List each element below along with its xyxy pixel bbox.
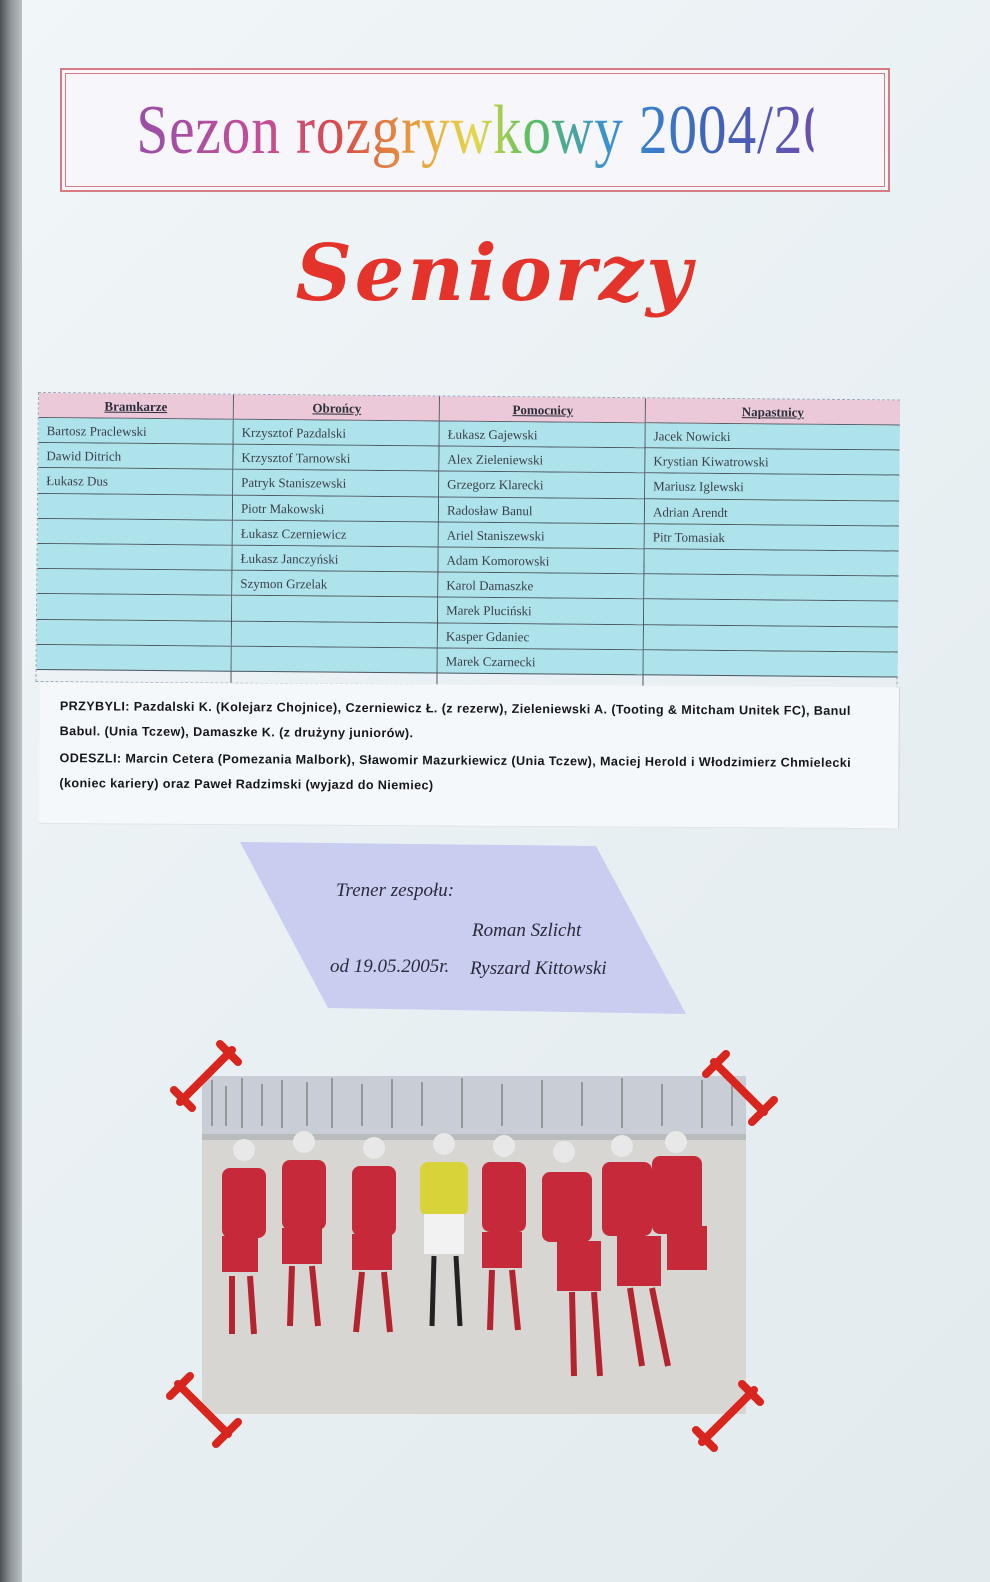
roster-cell: Dawid Ditrich [38, 443, 232, 470]
roster-cell [38, 494, 232, 521]
roster-column-header: Bramkarze [39, 393, 233, 420]
roster-cell [644, 574, 898, 601]
coach-panel [240, 842, 686, 1014]
roster-cell [644, 625, 898, 652]
roster-cell: Łukasz Czerniewicz [233, 520, 439, 547]
coach-panel-shape [240, 842, 686, 1014]
roster-cell: Piotr Makowski [233, 495, 439, 522]
roster-cell: Marek Czarnecki [438, 648, 644, 675]
roster-cell [38, 519, 232, 546]
roster-cell [37, 620, 231, 647]
roster-table [35, 392, 899, 690]
team-photo-image [202, 1076, 746, 1414]
roster-cell [37, 569, 231, 596]
roster-cell [37, 645, 231, 672]
team-heading: Seniorzy [295, 228, 695, 319]
roster-cell: Alex Zieleniewski [439, 447, 645, 474]
roster-cell [232, 646, 438, 673]
roster-cell: Krzysztof Tarnowski [233, 445, 439, 472]
roster-cell: Marek Pluciński [438, 598, 644, 625]
roster-column-goalkeepers [36, 393, 233, 683]
roster-column-header: Napastnicy [646, 398, 900, 425]
roster-cell: Adam Komorowski [438, 547, 644, 574]
roster-cell: Patryk Staniszewski [233, 470, 439, 497]
roster-column-header: Pomocnicy [440, 397, 646, 424]
roster-cell: Bartosz Praclewski [39, 418, 233, 445]
photo-corner-top-left [170, 1040, 246, 1116]
coach-since: od 19.05.2005r. [330, 956, 450, 977]
roster-cell: Jacek Nowicki [646, 423, 900, 450]
coach-name: Roman Szlicht [472, 920, 582, 941]
season-title-box [60, 68, 890, 192]
roster-cell [644, 600, 898, 627]
roster-cell [644, 549, 898, 576]
roster-cell: Kasper Gdaniec [438, 623, 644, 650]
roster-column-forwards [642, 398, 900, 688]
roster-column-header: Obrońcy [234, 395, 440, 422]
photo-corner-top-right [702, 1050, 778, 1126]
roster-cell: Krzysztof Pazdalski [234, 420, 440, 447]
roster-cell [37, 544, 231, 571]
photo-corner-bottom-right [692, 1380, 768, 1456]
photo-corner-bottom-left [166, 1372, 242, 1448]
roster-cell: Łukasz Janczyński [232, 546, 438, 573]
roster-cell [644, 650, 898, 677]
transfers-notes [39, 682, 900, 829]
roster-cell: Pitr Tomasiak [645, 524, 899, 551]
roster-cell: Adrian Arendt [645, 499, 899, 526]
roster-cell [37, 594, 231, 621]
roster-cell: Szymon Grzelak [232, 571, 438, 598]
roster-cell: Grzegorz Klarecki [439, 472, 645, 499]
transfers-arrived: PRZYBYLI: Pazdalski K. (Kolejarz Chojnice), Czerniewicz Ł. (z rezerw), Zieleniewski A. (Tooting & Mitcham Unitek FC), Banul Babul. (Unia Tczew), Damaszke K. (z drużyny juniorów). [59, 699, 851, 741]
roster-cell: Łukasz Dus [38, 468, 232, 495]
season-title: Sezon rozgrywkowy 2004/2005 [136, 86, 813, 176]
transfers-departed: ODESZLI: Marcin Cetera (Pomezania Malbork), Sławomir Mazurkiewicz (Unia Tczew), Maciej Herold i Włodzimierz Chmielecki (koniec kariery) oraz Paweł Radzimski (wyjazd do Niemiec) [59, 751, 852, 793]
roster-column-midfielders [436, 396, 646, 686]
roster-cell [232, 621, 438, 648]
roster-column-defenders [230, 395, 440, 685]
coach-name-2: Ryszard Kittowski [470, 958, 607, 979]
roster-cell: Ariel Staniszewski [439, 522, 645, 549]
roster-cell: Mariusz Iglewski [645, 474, 899, 501]
coach-label: Trener zespołu: [336, 880, 455, 901]
team-photo [202, 1076, 746, 1414]
roster-cell: Radosław Banul [439, 497, 645, 524]
roster-cell [232, 596, 438, 623]
roster-cell: Łukasz Gajewski [440, 422, 646, 449]
roster-cell: Karol Damaszke [438, 573, 644, 600]
roster-cell: Krystian Kiwatrowski [645, 448, 899, 475]
